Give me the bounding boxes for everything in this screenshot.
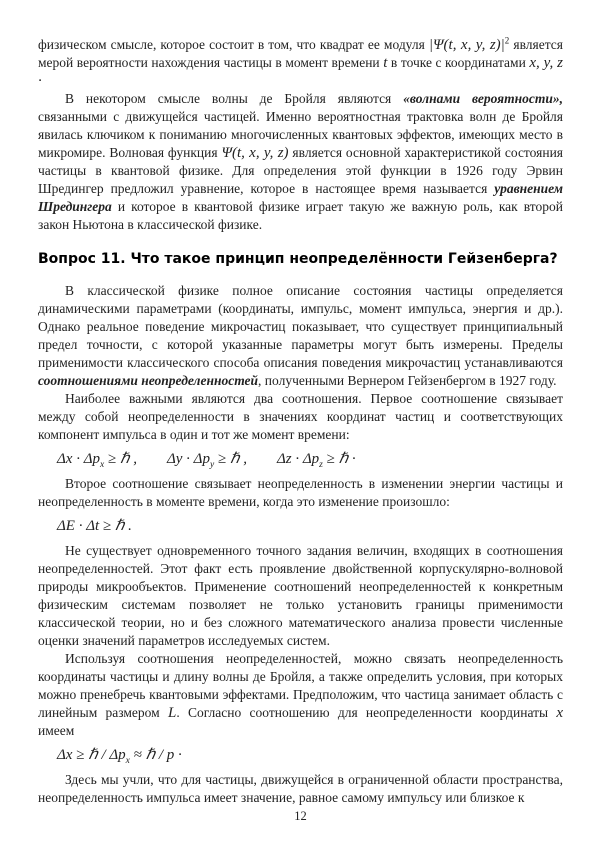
paragraph [38,36,563,90]
text-segment: «волнами вероятности», [403,91,563,106]
text-segment: x, y, z · [38,55,564,89]
text-segment: Наиболее важными являются два соотношения. Первое соотношение связывает между собой неопределенности в значениях координат частиц и соответствующих компонент импульса в один и тот же момент времени: [38,391,563,442]
text-segment: в точке с координатами [387,55,530,70]
formula [38,514,563,538]
paragraph [38,475,563,511]
text-segment: уравнением Шредингера [38,181,563,214]
paragraph [38,90,563,234]
text-segment: и которое в квантовой физике играет такую же важную роль, как второй закон Ньютона в классической физике. [38,199,563,232]
text-segment: Здесь мы учли, что для частицы, движущейся в ограниченной области пространства, неопределенность импульса имеет значение, равное самому импульсу или близкое к [38,772,563,805]
section-heading [38,249,563,269]
paragraph [38,390,563,444]
text-segment: z [319,460,323,470]
text-segment: ≥ ℏ , Δy · Δp [104,451,210,467]
text-segment: соотношениями неопределенностей [38,373,259,388]
text-segment: Δx · Δp [57,451,101,467]
text-segment: x [125,756,130,766]
text-segment: . Согласно соотношению для неопределенности координаты [176,705,557,720]
text-segment: |Ψ(t, x, y, z)| [428,37,505,53]
text-segment: L [167,705,177,721]
text-segment: Не существует одновременного точного задания величин, входящих в соотношения неопределенностей. Этот факт есть проявление двойственной корпускулярно-волновой природы микрообъектов. Применение соотношений неопределенностей к конкретным физическим системам позволяет не только установить границы применимости классической теории, но и без сложного математического анализа провести численные оценки значений параметров исследуемых систем. [38,543,563,648]
text-segment: Второе соотношение связывает неопределенность в изменении энергии частицы и неопределенность в моменте времени, когда это изменение произошло: [38,476,563,509]
text-segment: ≈ ℏ / p · [129,747,182,763]
text-segment: связанными с движущейся частицей. Именно вероятностная трактовка волн де Бройля явилась ключиком к пониманию многочисленных квантовых эффектов, имеющих место в микромире. Волновая функция [38,109,563,160]
paragraph [38,542,563,650]
formula [38,447,563,471]
text-segment: В некотором смысле волны де Бройля являются [65,91,404,106]
text-segment: y [210,460,215,470]
paragraph [38,282,563,390]
paragraph [38,650,563,740]
text-segment: Ψ(t, x, y, z) [221,145,289,161]
text-segment: x [100,460,105,470]
text-segment: t [383,55,388,71]
text-segment: Δx ≥ ℏ / Δp [57,747,126,763]
paragraph [38,771,563,807]
formula [38,743,563,767]
page-number: 12 [294,809,307,823]
text-segment: является мерой вероятности нахождения частицы в момент времени [38,37,563,70]
text-segment: Вопрос 11. Что такое принцип неопределённости Гейзенберга? [38,251,558,267]
text-segment: физическом смысле, которое состоит в том, что квадрат ее модуля [38,37,429,52]
text-segment: , полученными Вернером Гейзенбергом в 1927 году. [258,373,557,388]
text-segment: В классической физике полное описание состояния частицы определяется динамическими параметрами (координаты, импульс, момент импульса, энергия и др.). Однако реальное поведение микрочастиц показывает, что существует принципиальный предел точности, с которой указанные параметры могут быть измерены. Пределы применимости классического способа описания поведения микрочастиц устанавливаются [38,283,563,370]
text-segment: ΔE · Δt ≥ ℏ . [57,518,132,534]
text-segment: Используя соотношения неопределенностей, можно связать неопределенность координаты частицы и длину волны де Бройля, а также определить условия, при которых можно пренебречь квантовыми эффектами. Предположим, что частица занимает область с линейным размером [38,651,563,720]
text-segment: ≥ ℏ , Δz · Δp [214,451,320,467]
text-segment: ≥ ℏ · [322,451,356,467]
document-content [38,36,563,807]
text-segment: x [556,705,563,721]
text-segment: является основной характеристикой состояния частицы в квантовой физике. Для определения этой функции в 1926 году Эрвин Шредингер предложил уравнение, которое в настоящее время называется [38,145,564,196]
text-segment: 2 [504,35,510,46]
text-segment: имеем [38,723,75,738]
